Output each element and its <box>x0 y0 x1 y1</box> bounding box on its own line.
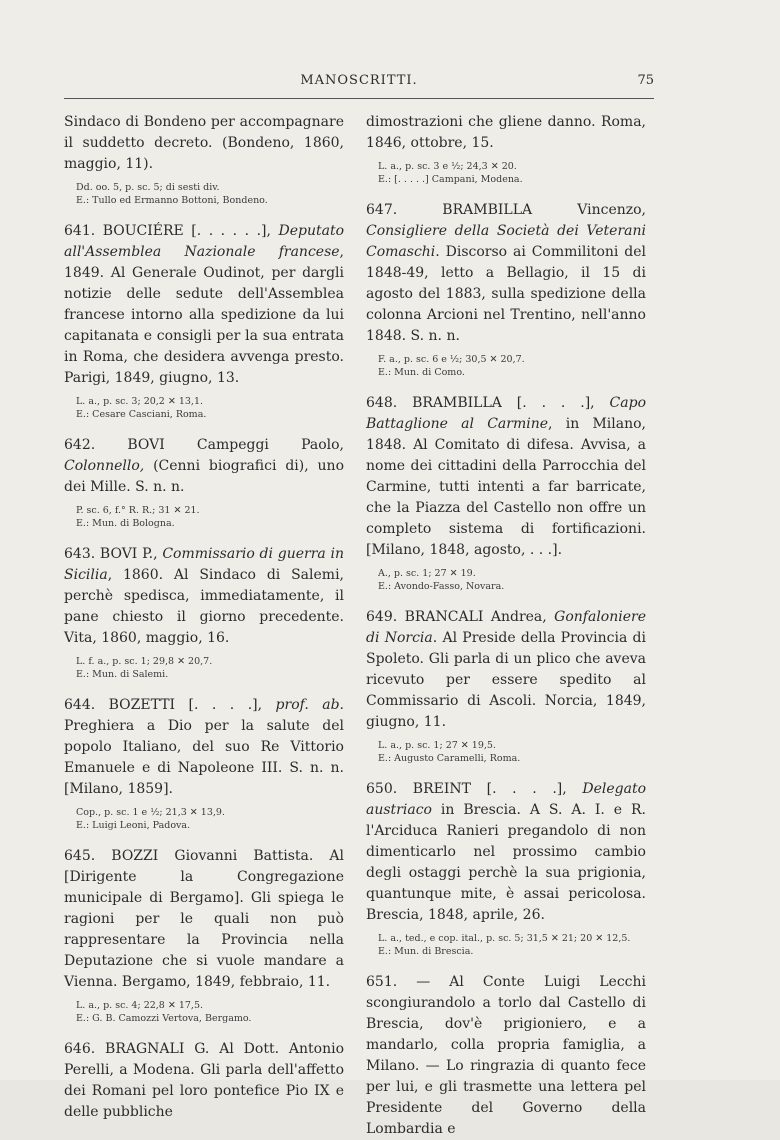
entry-text-part: , 1849. Al Generale Oudinot, per dargli notizie delle sedute dell'Assemblea francese intorno alla spedizione da lui capitanata e consigli per la sua entrata in Roma, che desidera avvenga presto. Parigi, 1849, giugno, 13. <box>64 244 344 386</box>
entry-note: L. f. a., p. sc. 1; 29,8 ✕ 20,7. <box>76 656 213 667</box>
right-column <box>366 112 646 1140</box>
entry-note: E.: Avondo-Fasso, Novara. <box>378 581 505 592</box>
entry-text-part: 648. BRAMBILLA [. . . .], <box>366 395 610 411</box>
entry-text-part: 646. BRAGNALI G. Al Dott. Antonio Perelli, a Modena. Gli parla dell'affetto dei Romani pel loro pontefice Pio IX e delle pubbliche <box>64 1041 344 1120</box>
entry-note: L. a., p. sc. 3; 20,2 ✕ 13,1. <box>76 396 204 407</box>
catalog-entry-645 <box>64 846 344 1025</box>
entry-text-part: Gonfaloniere di Norcia <box>366 609 646 646</box>
entry-gap <box>64 530 344 544</box>
entry-note: L. a., ted., e cop. ital., p. sc. 5; 31,5 ✕ 21; 20 ✕ 12,5. <box>378 933 631 944</box>
catalog-entry-648 <box>366 393 646 593</box>
entry-note: E.: [. . . . .] Campani, Modena. <box>378 174 523 185</box>
entry-text-part: prof. ab. <box>275 697 344 713</box>
entry-text-part: 649. BRANCALI Andrea, <box>366 609 555 625</box>
entry-gap <box>64 207 344 221</box>
entry-text-part: Commissario di guerra in Sicilia <box>64 546 344 583</box>
entry-text-part: (Cenni biografici di), uno dei Mille. S. n. n. <box>64 458 344 495</box>
catalog-entry-646 <box>64 1039 344 1123</box>
entry-text-part: 644. BOZETTI [. . . .], <box>64 697 276 713</box>
entry-note: E.: Luigi Leoni, Padova. <box>76 820 191 831</box>
entry-text <box>366 112 646 154</box>
entry-text-part: . Al Preside della Provincia di Spoleto. Gli parla di un plico che aveva ricevuto per essere spedito al Commissario di Ascoli. Norcia, 1849, giugno, 11. <box>366 630 646 730</box>
entry-text <box>64 221 344 389</box>
entry-text-part: dimostrazioni che gliene danno. Roma, 1846, ottobre, 15. <box>366 114 646 151</box>
entry-text-part: in Brescia. A S. A. I. e R. l'Arciduca Ranieri pregandolo di non dimenticarlo nel prossimo cambio degli ostaggi perchè la sua prigionia, quantunque mite, è assai pericolosa. Brescia, 1848, aprile, 26. <box>366 802 646 923</box>
entry-text-part: Sindaco di Bondeno per accompagnare il suddetto decreto. (Bondeno, 1860, maggio, 11). <box>64 114 344 172</box>
entry-text-part: , 1860. Al Sindaco di Salemi, perchè spedisca, immediatamente, il pane chiesto il giorno precedente. Vita, 1860, maggio, 16. <box>64 567 344 646</box>
entry-gap <box>366 593 646 607</box>
entry-text <box>366 200 646 347</box>
running-header <box>64 71 654 93</box>
entry-text-part: . Discorso ai Commilitoni del 1848-49, letto a Bellagio, il 15 di agosto del 1883, sulla spedizione della colonna Arcioni nel Trentino, nell'anno 1848. S. n. n. <box>366 244 646 344</box>
catalog-entry-642 <box>64 435 344 530</box>
entry-text <box>366 972 646 1140</box>
catalog-entry-647 <box>366 200 646 379</box>
entry-text-part: 642. BOVI Campeggi Paolo, <box>64 437 344 453</box>
entry-note: L. a., p. sc. 1; 27 ✕ 19,5. <box>378 740 496 751</box>
entry-note: E.: Mun. di Como. <box>378 367 465 378</box>
entry-text <box>64 112 344 175</box>
catalog-entry-cont-640 <box>64 112 344 207</box>
entry-note: E.: Augusto Caramelli, Roma. <box>378 753 521 764</box>
entry-text-part: Consigliere della Società dei Veterani Comaschi <box>366 223 646 260</box>
header-rule <box>64 98 654 99</box>
entry-text <box>64 435 344 498</box>
entry-gap <box>366 186 646 200</box>
entry-gap <box>64 832 344 846</box>
catalog-entry-650 <box>366 779 646 958</box>
entry-text-part: 643. BOVI P., <box>64 546 163 562</box>
entry-gap <box>64 421 344 435</box>
catalog-entry-651 <box>366 972 646 1140</box>
catalog-entry-644 <box>64 695 344 832</box>
entry-note: E.: Mun. di Brescia. <box>378 946 474 957</box>
page-title: MANOSCRITTI. <box>300 73 418 88</box>
catalog-entry-641 <box>64 221 344 421</box>
page-number: 75 <box>637 73 654 88</box>
entry-text-part: 645. BOZZI Giovanni Battista. Al [Dirigente la Congregazione municipale di Bergamo]. Gli spiega le ragioni per le quali non può rappresentare la Provincia nella Deputazione che si vuole mandare a Vienna. Bergamo, 1849, febbraio, 11. <box>64 848 344 990</box>
entry-text-part: 647. BRAMBILLA Vincenzo, <box>366 202 646 218</box>
entry-note: E.: Tullo ed Ermanno Bottoni, Bondeno. <box>76 195 268 206</box>
entry-note: L. a., p. sc. 3 e ½; 24,3 ✕ 20. <box>378 161 517 172</box>
entry-gap <box>366 379 646 393</box>
entry-text-part: Delegato austriaco <box>366 781 646 818</box>
entry-text <box>64 544 344 649</box>
entry-note: Dd. oo. 5, p. sc. 5; di sesti div. <box>76 182 220 193</box>
entry-text <box>366 779 646 926</box>
entry-note: Cop., p. sc. 1 e ½; 21,3 ✕ 13,9. <box>76 807 225 818</box>
entry-note: L. a., p. sc. 4; 22,8 ✕ 17,5. <box>76 1000 204 1011</box>
entry-note: P. sc. 6, f.° R. R.; 31 ✕ 21. <box>76 505 200 516</box>
entry-text-part: 651. — Al Conte Luigi Lecchi scongiurandolo a torlo dal Castello di Brescia, dov'è prigioniero, e a mandarlo, colla propria famiglia, a Milano. — Lo ringrazia di quanto fece per lui, e gli trasmette una lettera pel Presidente del Governo della Lombardia e <box>366 974 646 1137</box>
entry-text-part: 650. BREINT [. . . .], <box>366 781 583 797</box>
entry-text <box>64 846 344 993</box>
entry-gap <box>64 681 344 695</box>
entry-note: A., p. sc. 1; 27 ✕ 19. <box>378 568 476 579</box>
entry-text <box>64 1039 344 1123</box>
entry-text-part: Deputato all'Assemblea Nazionale francese <box>64 223 344 260</box>
entry-text-part: , in Milano, 1848. Al Comitato di difesa. Avvisa, a nome dei cittadini della Parrocchia del Carmine, tutti intenti a far barricate, che la Piazza del Castello non offre un completo sistema di fortificazioni. [Milano, 1848, agosto, . . .]. <box>366 416 646 558</box>
entry-text <box>366 393 646 561</box>
left-column <box>64 112 344 1123</box>
entry-text <box>366 607 646 733</box>
entry-gap <box>366 765 646 779</box>
entry-note: E.: Mun. di Salemi. <box>76 669 169 680</box>
entry-note: E.: Cesare Casciani, Roma. <box>76 409 207 420</box>
entry-note: E.: Mun. di Bologna. <box>76 518 175 529</box>
entry-note: F. a., p. sc. 6 e ½; 30,5 ✕ 20,7. <box>378 354 525 365</box>
catalog-entry-649 <box>366 607 646 765</box>
entry-gap <box>366 958 646 972</box>
entry-text-part: Preghiera a Dio per la salute del popolo Italiano, del suo Re Vittorio Emanuele e di Napoleone III. S. n. n. [Milano, 1859]. <box>64 718 344 797</box>
entry-text <box>64 695 344 800</box>
entry-text-part: 641. BOUCIÉRE [. . . . . .], <box>64 223 279 239</box>
catalog-entry-cont-646 <box>366 112 646 186</box>
entry-gap <box>64 1025 344 1039</box>
catalog-entry-643 <box>64 544 344 681</box>
entry-note: E.: G. B. Camozzi Vertova, Bergamo. <box>76 1013 252 1024</box>
entry-text-part: Capo Battaglione al Carmine <box>366 395 646 432</box>
entry-text-part: Colonnello, <box>64 458 145 474</box>
